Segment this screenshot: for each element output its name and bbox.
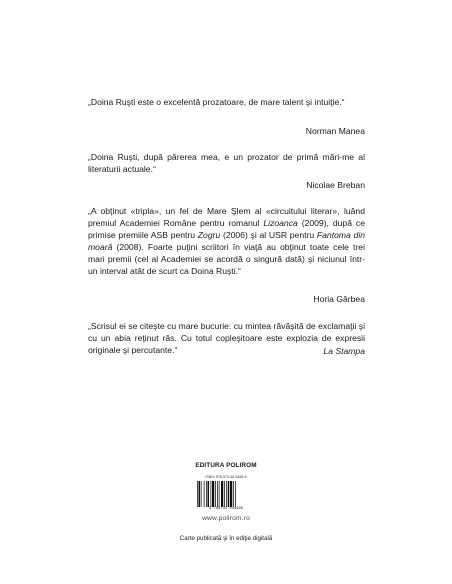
barcode (196, 481, 254, 508)
book-title-lizoanca: Lizoanca (263, 218, 298, 228)
barcode-digits: 9 789734 634695 (208, 507, 244, 511)
quote-author-la-stampa: La Stampa (323, 346, 365, 356)
quote-text: „Doina Ruşti, după părerea mea, e un prozator de primă mări-me al literaturii actuale.“ (88, 152, 365, 174)
quote-text: „A obţinut «tripla», un fel de Mare Şlem al «circuitului literar», luând premiul Academiei Române pentru romanul Lizoanca (2009), după ce primise premiile ASB pentru Zogru (2006) şi al USR pentru Fantoma din moară (2008). Foarte puţini scriitori în viaţă au obţinut toate cele trei mari premii (cel al Academiei se acordă o singură dată) şi niciunul într-un interval atât de scurt ca Doina Ruşti.“ (88, 206, 366, 276)
quote-manea (88, 96, 365, 108)
publisher-website: www.polirom.ro (202, 515, 250, 522)
quote-breban (88, 151, 365, 175)
book-title-zogru: Zogru (197, 230, 221, 240)
isbn-label: ISBN: 978-973-46-3469-5 (205, 475, 247, 479)
quote-text: „Scrisul ei se citeşte cu mare bucurie: cu mintea răvăşită de exclamaţii şi cu un abia reţinut râs. Cu totul copleşitoare este explozia de expresii originale şi percutante.“ (88, 321, 365, 355)
book-title-fantoma: Fantoma din moară (88, 230, 366, 252)
digital-edition-note: Carte publicată şi în ediţie digitală (179, 535, 273, 542)
quote-text: „Doina Ruşti este o excelentă prozatoare, de mare talent şi intuiţie.“ (88, 97, 345, 107)
quote-author-garbea: Horia Gârbea (313, 294, 365, 304)
quote-author-breban: Nicolae Breban (306, 180, 365, 190)
quote-author-manea: Norman Manea (305, 126, 365, 136)
quote-garbea (88, 205, 365, 277)
publisher-name: EDITURA POLIROM (195, 462, 257, 469)
